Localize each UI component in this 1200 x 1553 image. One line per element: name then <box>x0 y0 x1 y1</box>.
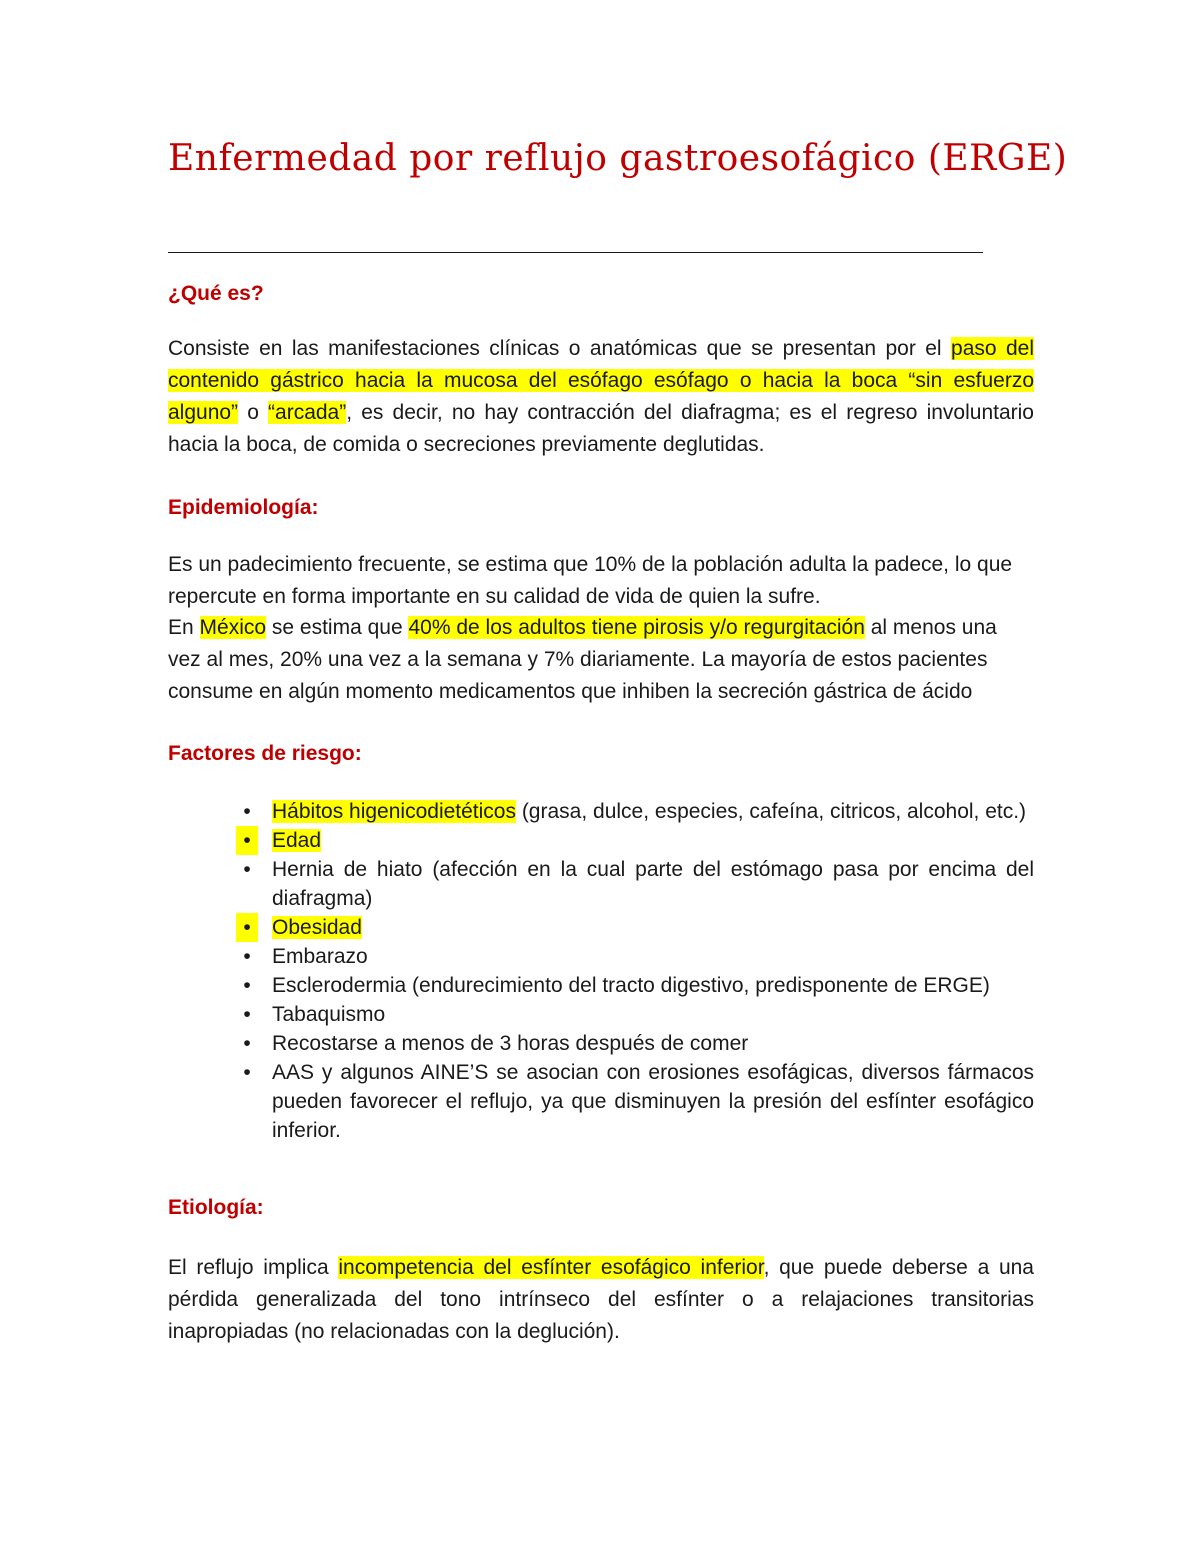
epidemiologia-text-2: se estima que <box>266 616 409 639</box>
list-item <box>168 797 1034 826</box>
etiologia-paragraph <box>168 1252 1034 1348</box>
epidemiologia-text-1: En <box>168 616 200 639</box>
bullet-icon: • <box>243 800 251 823</box>
risk-highlight: Edad <box>272 829 322 852</box>
bullet-icon: • <box>243 945 251 968</box>
risk-text: Esclerodermia (endurecimiento del tracto digestivo, predisponente de ERGE) <box>272 974 990 997</box>
section-heading-epidemiologia: Epidemiología: <box>168 496 319 519</box>
risk-highlight: Hábitos higenicodietéticos <box>272 800 516 823</box>
que-es-paragraph <box>168 333 1034 461</box>
list-item <box>168 1000 1034 1029</box>
que-es-highlight-2: “arcada” <box>268 401 347 424</box>
list-item <box>168 826 1034 855</box>
que-es-highlight-1: paso del contenido gástrico hacia la mucosa del esófago esófago o hacia la boca “sin esfuerzo alguno” <box>168 337 1034 424</box>
epidemiologia-paragraph-1: Es un padecimiento frecuente, se estima que 10% de la población adulta la padece, lo que repercute en forma importante en su calidad de vida de quien la sufre. <box>168 553 1013 608</box>
list-item <box>168 855 1034 913</box>
list-item <box>168 971 1034 1000</box>
list-item <box>168 942 1034 971</box>
etiologia-highlight: incompetencia del esfínter esofágico inferior <box>338 1256 764 1279</box>
risk-highlight: Obesidad <box>272 916 362 939</box>
bullet-icon: • <box>243 1003 251 1026</box>
epidemiologia-text-3: al menos una vez al mes, 20% una vez a la semana y 7% diariamente. La mayoría de estos pacientes consume en algún momento medicamentos que inhiben la secreción gástrica de ácido <box>168 616 997 703</box>
que-es-text-2: o <box>238 401 269 424</box>
section-heading-etiologia: Etiología: <box>168 1196 264 1219</box>
bullet-icon: • <box>236 826 258 855</box>
que-es-text-1: Consiste en las manifestaciones clínicas o anatómicas que se presentan por el <box>168 337 952 360</box>
epidemiologia-highlight-2: 40% de los adultos tiene pirosis y/o regurgitación <box>408 616 865 639</box>
list-item <box>168 913 1034 942</box>
epidemiologia-highlight-1: México <box>199 616 267 639</box>
risk-text: Tabaquismo <box>272 1003 386 1026</box>
bullet-icon: • <box>243 1061 251 1084</box>
bullet-icon: • <box>243 1032 251 1055</box>
epidemiologia-paragraph-2 <box>168 612 1034 708</box>
bullet-icon: • <box>236 913 258 942</box>
section-heading-que-es: ¿Qué es? <box>168 282 264 305</box>
etiologia-text-1: El reflujo implica <box>168 1256 339 1279</box>
risk-factor-list <box>168 797 1034 1145</box>
list-item <box>168 1058 1034 1145</box>
risk-text: Recostarse a menos de 3 horas después de comer <box>272 1032 749 1055</box>
que-es-text-3: , es decir, no hay contracción del diafragma; es el regreso involuntario hacia la boca, de comida o secreciones previamente deglutidas. <box>168 401 1034 456</box>
risk-text: (grasa, dulce, especies, cafeína, citricos, alcohol, etc.) <box>515 800 1027 823</box>
risk-text: AAS y algunos AINE’S se asocian con erosiones esofágicas, diversos fármacos pueden favorecer el reflujo, ya que disminuyen la presión del esfínter esofágico inferior. <box>272 1061 1034 1142</box>
risk-text: Hernia de hiato (afección en la cual parte del estómago pasa por encima del diafragma) <box>272 858 1034 910</box>
list-item <box>168 1029 1034 1058</box>
section-heading-factores: Factores de riesgo: <box>168 742 362 765</box>
etiologia-text-2: , que puede deberse a una pérdida generalizada del tono intrínseco del esfínter o a relajaciones transitorias inapropiadas (no relacionadas con la deglución). <box>168 1256 1034 1343</box>
title-divider <box>168 252 983 253</box>
risk-text: Embarazo <box>272 945 368 968</box>
document-title: Enfermedad por reflujo gastroesofágico (ERGE) <box>168 138 1068 179</box>
bullet-icon: • <box>243 974 251 997</box>
bullet-icon: • <box>243 858 251 881</box>
